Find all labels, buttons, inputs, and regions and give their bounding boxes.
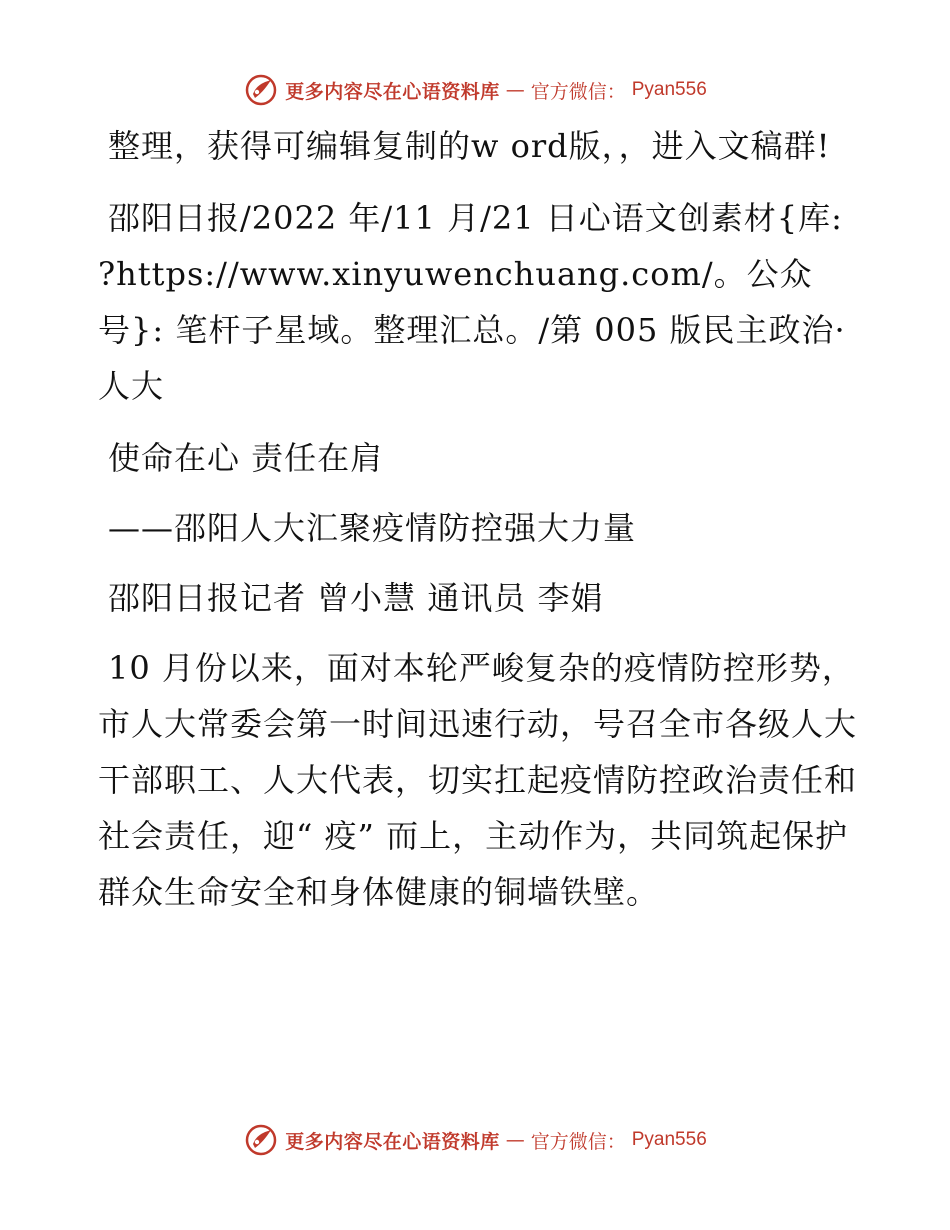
article-byline: 邵阳日报记者 曾小慧 通讯员 李娟 [108, 579, 604, 617]
header-banner [0, 70, 950, 110]
wechat-label: 官方微信： [530, 1130, 626, 1153]
banner-title: 更多内容尽在心语资料库 [285, 80, 500, 103]
wechat-id: Pyan556 [631, 1129, 707, 1150]
banner-separator: — [505, 1129, 525, 1151]
paragraph-source: 邵阳日报/2022 年/11 月/21 日心语文创素材{库: ?https://www.xinyuwenchuang.com/。公众号}: 笔杆子星域。整理汇总。/第 005 版民主政治· 人大 [98, 199, 846, 405]
wechat-id: Pyan556 [631, 79, 707, 100]
article-subtitle: ——邵阳人大汇聚疫情防控强大力量 [108, 509, 637, 547]
brand-logo-icon [243, 1122, 279, 1158]
brand-logo-icon [243, 72, 279, 108]
document-body [98, 118, 858, 936]
article-title: 使命在心 责任在肩 [108, 439, 384, 477]
paragraph-body: 10 月份以来，面对本轮严峻复杂的疫情防控形势，市人大常委会第一时间迅速行动，号召全市各级人大干部职工、人大代表，切实扛起疫情防控政治责任和社会责任，迎“ 疫” 而上，主动作为，共同筑起保护群众生命安全和身体健康的铜墙铁壁。 [98, 649, 858, 911]
wechat-label: 官方微信： [530, 80, 626, 103]
footer-banner [0, 1120, 950, 1160]
banner-separator: — [505, 79, 525, 101]
paragraph-intro: 整理，获得可编辑复制的w ord版，，进入文稿群! [108, 127, 831, 165]
banner-title: 更多内容尽在心语资料库 [285, 1130, 500, 1153]
